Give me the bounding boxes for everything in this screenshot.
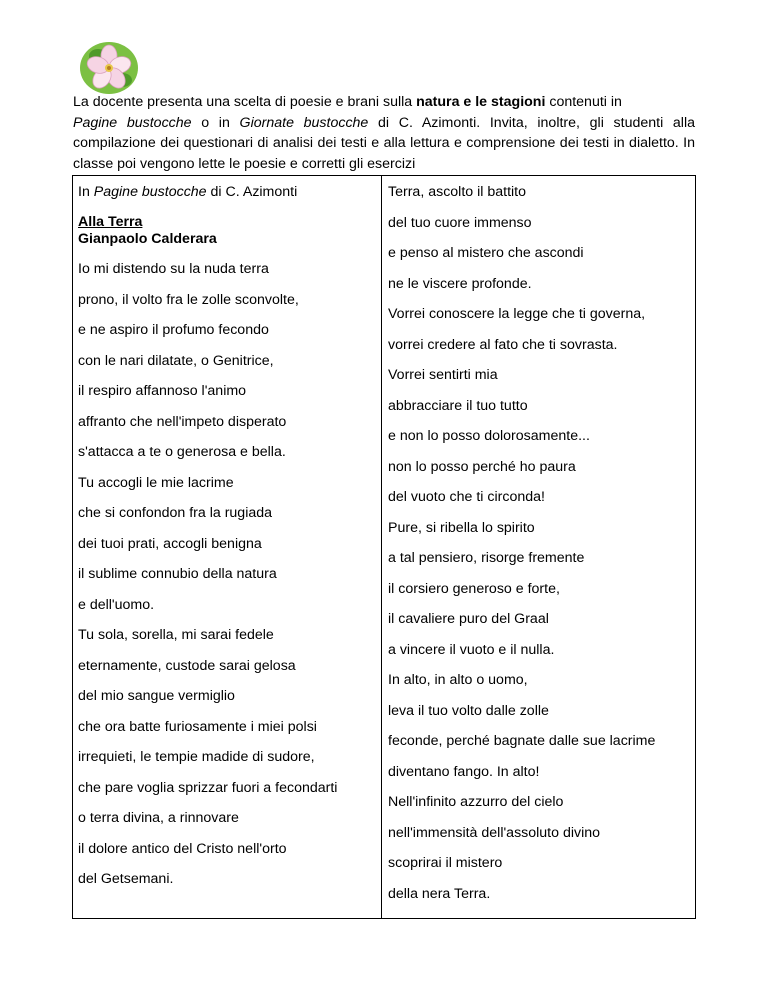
flower-logo-icon: [78, 40, 140, 96]
poem-line: il sublime connubio della natura: [78, 566, 277, 582]
poem-line: della nera Terra.: [388, 885, 491, 902]
poem-author: Gianpaolo Calderara: [78, 231, 217, 247]
poem-line: Pure, si ribella lo spirito: [388, 519, 535, 536]
poem-line: diventano fango. In alto!: [388, 763, 540, 780]
poem-line: prono, il volto fra le zolle sconvolte,: [78, 291, 299, 308]
poem-line: scoprirai il mistero: [388, 855, 503, 871]
poem-line: ne le viscere profonde.: [388, 275, 532, 292]
poem-line: abbracciare il tuo tutto: [388, 397, 528, 414]
poem-line: del tuo cuore immenso: [388, 214, 532, 231]
poem-line: eternamente, custode sarai gelosa: [78, 657, 296, 674]
poem-line: e ne aspiro il profumo fecondo: [78, 322, 269, 338]
poem-line: Tu sola, sorella, mi sarai fedele: [78, 627, 274, 643]
poem-line: il dolore antico del Cristo nell'orto: [78, 840, 287, 857]
poem-line: con le nari dilatate, o Genitrice,: [78, 352, 274, 369]
poem-line: e dell'uomo.: [78, 596, 155, 613]
poem-table: [72, 175, 696, 919]
poem-line: Vorrei sentirti mia: [388, 367, 498, 383]
poem-line: irrequieti, le tempie madide di sudore,: [78, 749, 315, 765]
poem-line: s'attacca a te o generosa e bella.: [78, 444, 286, 460]
poem-line: e penso al mistero che ascondi: [388, 245, 584, 261]
poem-right-column: [382, 176, 696, 919]
poem-line: vorrei credere al fato che ti sovrasta.: [388, 336, 618, 353]
poem-line: il respiro affannoso l'animo: [78, 383, 247, 399]
poem-line: Terra, ascolto il battito: [388, 184, 526, 200]
poem-line: dei tuoi prati, accogli benigna: [78, 535, 262, 552]
intro-book-title-1: Pagine bustocche: [73, 114, 192, 131]
poem-line: Io mi distendo su la nuda terra: [78, 261, 269, 277]
poem-line: Nell'infinito azzurro del cielo: [388, 794, 564, 810]
poem-line: del Getsemani.: [78, 871, 174, 887]
poem-line: affranto che nell'impeto disperato: [78, 413, 287, 430]
poem-line: Tu accogli le mie lacrime: [78, 474, 234, 491]
poem-line: non lo posso perché ho paura: [388, 458, 576, 475]
poem-line: feconde, perché bagnate dalle sue lacrime: [388, 733, 656, 749]
poem-title: Alla Terra: [78, 214, 143, 230]
poem-line: il cavaliere puro del Graal: [388, 611, 549, 627]
poem-line: a vincere il vuoto e il nulla.: [388, 641, 555, 658]
poem-line: In alto, in alto o uomo,: [388, 672, 528, 688]
poem-line: che pare voglia sprizzar fuori a fecondarti: [78, 779, 338, 796]
poem-line: del vuoto che ti circonda!: [388, 489, 545, 505]
poem-line: del mio sangue vermiglio: [78, 688, 235, 704]
poem-line: a tal pensiero, risorge fremente: [388, 550, 585, 566]
poem-line: che ora batte furiosamente i miei polsi: [78, 718, 317, 735]
source-line: In Pagine bustocche di C. Azimonti: [78, 184, 298, 200]
intro-paragraph: La docente presenta una scelta di poesie e brani sulla natura e le stagioni contenuti in Pagine bustocche o in Giornate bustocche di C. Azimonti. Invita, inoltre, gli studenti alla compilazione dei questionari di analisi dei testi e alla lettura e comprensione dei testi in dialetto. In classe poi vengono lette le poesie e corretti gli esercizi: [73, 94, 695, 172]
poem-line: e non lo posso dolorosamente...: [388, 428, 590, 444]
poem-line: nell'immensità dell'assoluto divino: [388, 824, 601, 841]
intro-bold-topic: natura e le stagioni: [416, 94, 546, 110]
poem-line: il corsiero generoso e forte,: [388, 580, 560, 597]
intro-book-title-2: Giornate bustocche: [239, 114, 369, 131]
poem-line: leva il tuo volto dalle zolle: [388, 702, 549, 719]
poem-line: che si confondon fra la rugiada: [78, 505, 273, 521]
poem-line: Vorrei conoscere la legge che ti governa,: [388, 306, 646, 322]
poem-line: o terra divina, a rinnovare: [78, 810, 239, 826]
poem-left-column: [73, 176, 382, 919]
